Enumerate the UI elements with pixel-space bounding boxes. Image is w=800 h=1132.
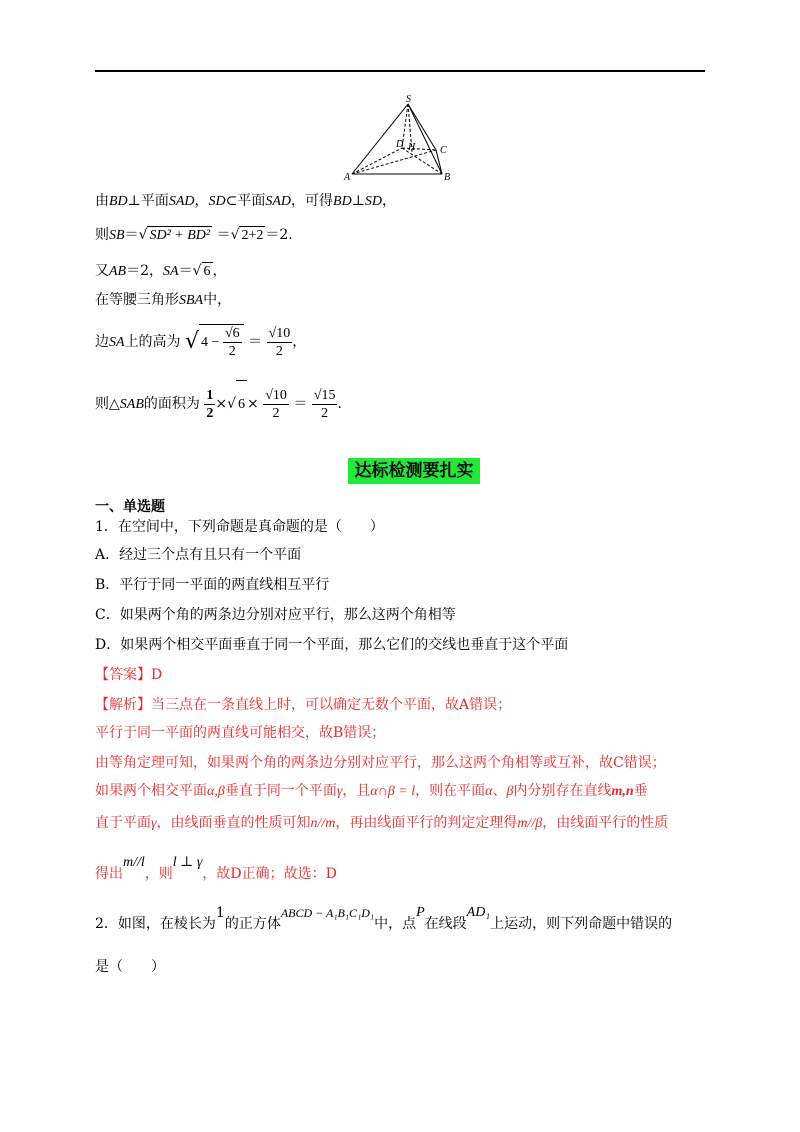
top-rule [95, 70, 705, 72]
q1-analysis-4: 如果两个相交平面α,β垂直于同一个平面γ，且α∩β = l，则在平面α、β内分别存在直线m,n垂 [95, 783, 648, 799]
label-B: B [444, 172, 451, 183]
frac-one-half: $\frac{1}{2}$ [206, 387, 214, 421]
q1-analysis-6: 得出m//l，则l ⊥ γ，故D正确；故选：D [95, 855, 337, 882]
label-S: S [406, 94, 411, 105]
q1-stem: 1．在空间中，下列命题是真命题的是（ ） [95, 519, 384, 535]
q1-option-d: D．如果两个相交平面垂直于同一个平面，那么它们的交线也垂直于这个平面 [95, 637, 569, 653]
q2-stem: 2．如图，在棱长为1的正方体ABCD − A₁B₁C₁D₁中，点P在线段AD₁上运动，则下列命题中错误的 [95, 905, 673, 932]
q1-option-b: B．平行于同一平面的两直线相互平行 [95, 577, 330, 593]
q1-analysis-2: 平行于同一平面的两直线可能相交，故B错误； [95, 725, 386, 741]
section-banner: 达标检测要扎实 [348, 458, 480, 484]
solution-line-4: 在等腰三角形SBA中， [95, 292, 232, 308]
frac-sqrt6-over-2: $\frac{√6}{2}$ [224, 325, 240, 359]
frac-sqrt15-over-2: $\frac{√15}{2}$ [313, 387, 336, 421]
q1-analysis-5: 直于平面γ，由线面垂直的性质可知n//m，再由线面平行的判定定理得m//β，由线面平行的性质 [95, 815, 669, 831]
label-D: D [396, 139, 404, 150]
q1-analysis-1: 【解析】当三点在一条直线上时，可以确定无数个平面，故A错误； [95, 697, 512, 713]
sqrt-2-plus-2: 2+2 [241, 228, 264, 243]
q2-stem-line-2: 是（ ） [95, 959, 165, 975]
frac-sqrt10-over-2: $\frac{√10}{2}$ [268, 325, 291, 359]
edge-AD [352, 148, 402, 174]
q1-analysis-3: 由等角定理可知，如果两个角的两条边分别对应平行，那么这两个角相等或互补，故C错误； [95, 755, 666, 771]
pyramid-figure [340, 92, 465, 184]
sqrt-sd2-bd2: SD² + BD² [149, 228, 211, 243]
section-title: 一、单选题 [95, 499, 165, 515]
solution-line-3: 又AB＝2，SA＝√ 6 ， [95, 263, 227, 279]
frac-sqrt10-over-2-b: $\frac{√10}{2}$ [265, 387, 287, 421]
q1-option-a: A．经过三个点有且只有一个平面 [95, 547, 302, 563]
solution-line-5: 边SA上的高为 √ 4 − $\frac{√6}{2}$ ＝ $\frac{√10}{2}$ ， [95, 325, 307, 359]
solution-line-1: 由BD⊥平面SAD，SD⊂平面SAD，可得BD⊥SD， [95, 193, 397, 209]
solution-line-2: 则SB＝√ SD² + BD² ＝√ 2+2 ＝2. [95, 227, 293, 243]
label-H: H [408, 142, 416, 153]
label-C: C [440, 145, 447, 156]
q1-answer: 【答案】D [95, 667, 163, 683]
solution-line-6: 则△SAB的面积为 $\frac{1}{2}$ ×√ 6 × $\frac{√10}{2}$ ＝ $\frac{√15}{2}$ . [95, 380, 342, 429]
q1-option-c: C．如果两个角的两条边分别对应平行，那么这两个角相等 [95, 607, 456, 623]
label-A: A [344, 172, 351, 183]
sqrt-6: 6 [203, 264, 211, 279]
